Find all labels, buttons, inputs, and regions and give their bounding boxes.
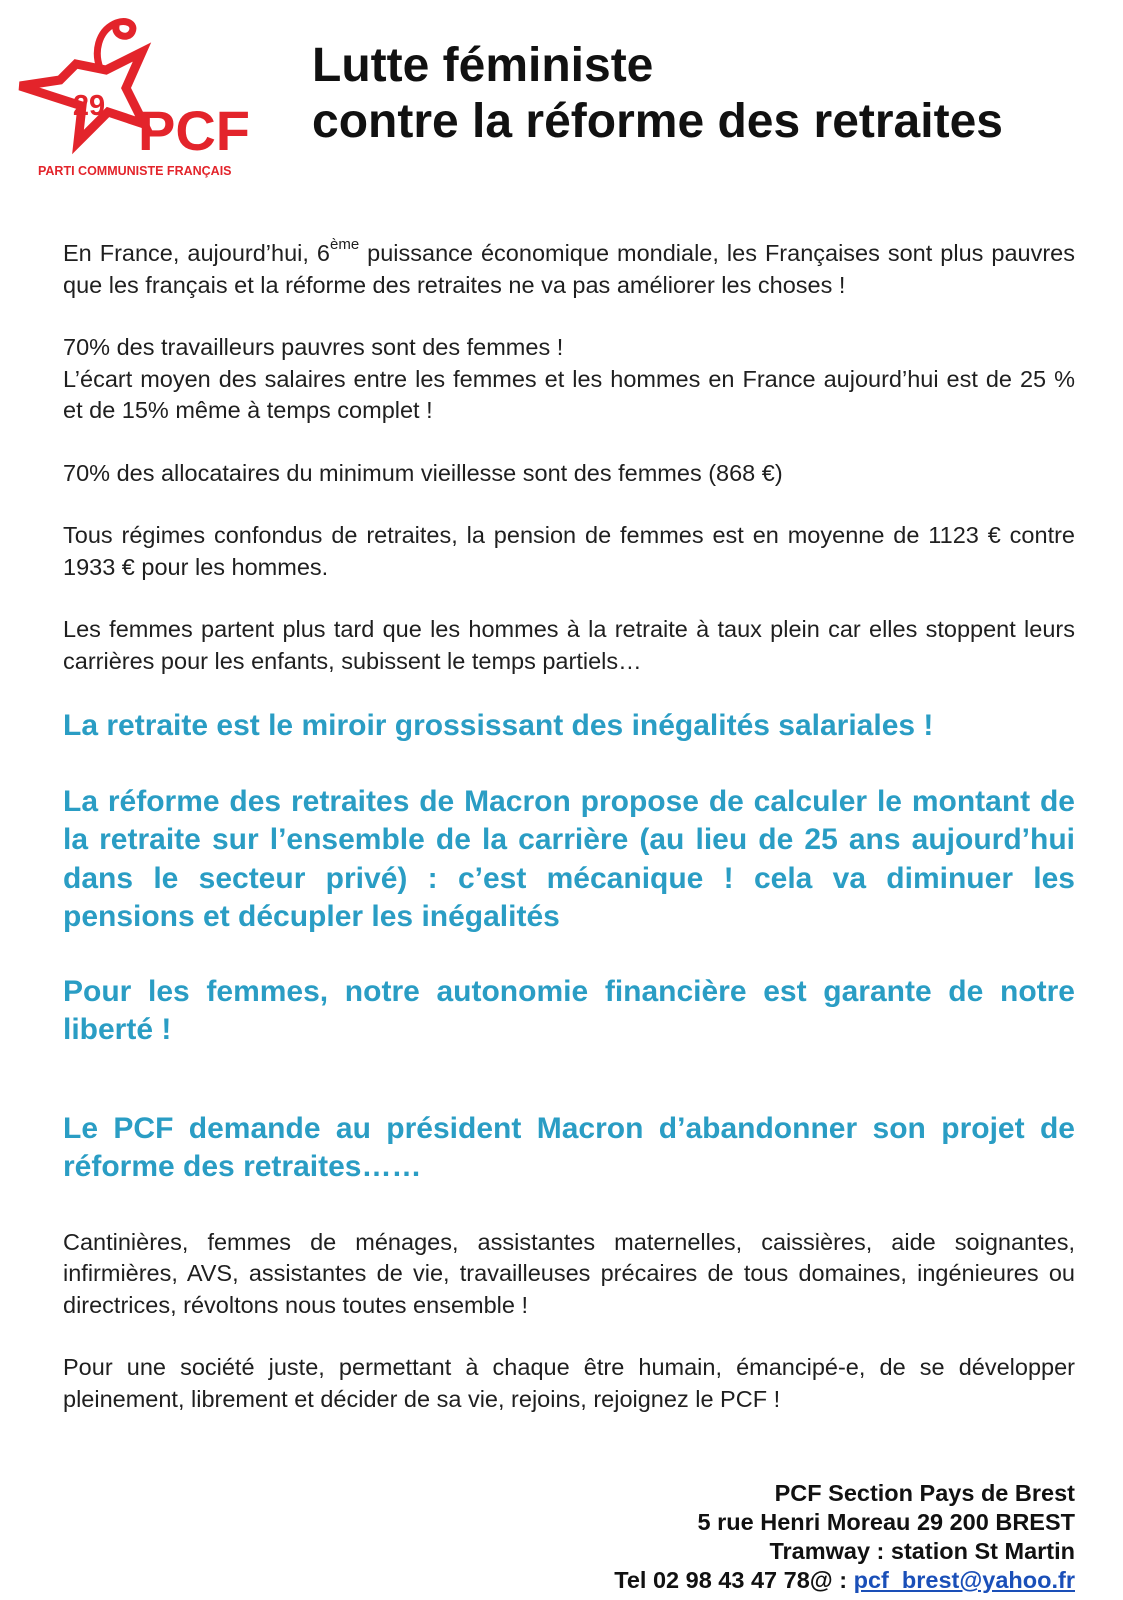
address-section: PCF Section Pays de Brest xyxy=(774,1480,1075,1506)
paragraph-salary-gap: L’écart moyen des salaires entre les femmes et les hommes en France aujourd’hui est de 25 % et de 15% même à temps complet ! xyxy=(63,365,1075,423)
address-street: 5 rue Henri Moreau 29 200 BREST xyxy=(697,1509,1075,1535)
address-phone: Tel 02 98 43 47 78@ : xyxy=(614,1567,854,1593)
contact-address xyxy=(614,1479,1075,1595)
email-link[interactable]: pcf_brest@yahoo.fr xyxy=(853,1567,1075,1593)
intro-text-start: En France, aujourd’hui, 6 xyxy=(63,240,330,266)
highlight-autonomy: Pour les femmes, notre autonomie financière est garante de notre liberté ! xyxy=(63,974,1075,1046)
paragraph-late-retirement: Les femmes partent plus tard que les hommes à la retraite à taux plein car elles stoppent leurs carrières pour les enfants, subissent le temps partiels… xyxy=(63,616,1075,674)
page-title xyxy=(312,38,1102,150)
intro-superscript: ème xyxy=(329,236,360,254)
logo-number: 29 xyxy=(72,90,106,122)
address-tramway: Tramway : station St Martin xyxy=(769,1538,1075,1564)
title-line-1: Lutte féministe xyxy=(312,39,654,92)
pcf-logo xyxy=(14,12,274,187)
logo-full-name: PARTI COMMUNISTE FRANÇAIS xyxy=(38,164,232,178)
highlight-macron-reform: La réforme des retraites de Macron propose de calculer le montant de la retraite sur l’ensemble de la carrière (au lieu de 25 ans aujourd’hui dans le secteur privé) : c’est mécanique ! cela va diminuer les pensions et décupler les inégalités xyxy=(63,784,1075,933)
intro-text-end: puissance économique mondiale, les Françaises sont plus pauvres que les français et la réforme des retraites ne va pas améliorer les choses ! xyxy=(63,240,1075,298)
paragraph-pension-average: Tous régimes confondus de retraites, la pension de femmes est en moyenne de 1123 € contre 1933 € pour les hommes. xyxy=(63,522,1075,580)
highlight-demand: Le PCF demande au président Macron d’abandonner son projet de réforme des retraites…… xyxy=(63,1111,1075,1183)
star-logo-icon xyxy=(14,12,274,187)
paragraph-join: Pour une société juste, permettant à chaque être humain, émancipé-e, de se développer pleinement, librement et décider de sa vie, rejoins, rejoignez le PCF ! xyxy=(63,1354,1075,1412)
paragraph-poor-workers: 70% des travailleurs pauvres sont des femmes ! xyxy=(63,334,564,360)
title-line-2: contre la réforme des retraites xyxy=(312,95,1003,148)
paragraph-intro xyxy=(63,238,1075,301)
paragraph-workers-list: Cantinières, femmes de ménages, assistantes maternelles, caissières, aide soignantes, infirmières, AVS, assistantes de vie, travailleuses précaires de tous domaines, ingénieures ou directrices, révoltons nous toutes ensemble ! xyxy=(63,1228,1075,1318)
highlight-mirror: La retraite est le miroir grossissant des inégalités salariales ! xyxy=(63,709,934,742)
logo-abbr: PCF xyxy=(138,99,250,162)
paragraph-minimum-vieillesse: 70% des allocataires du minimum vieillesse sont des femmes (868 €) xyxy=(63,459,783,486)
address-phone-line xyxy=(614,1566,1075,1595)
body-content xyxy=(63,238,1075,1415)
